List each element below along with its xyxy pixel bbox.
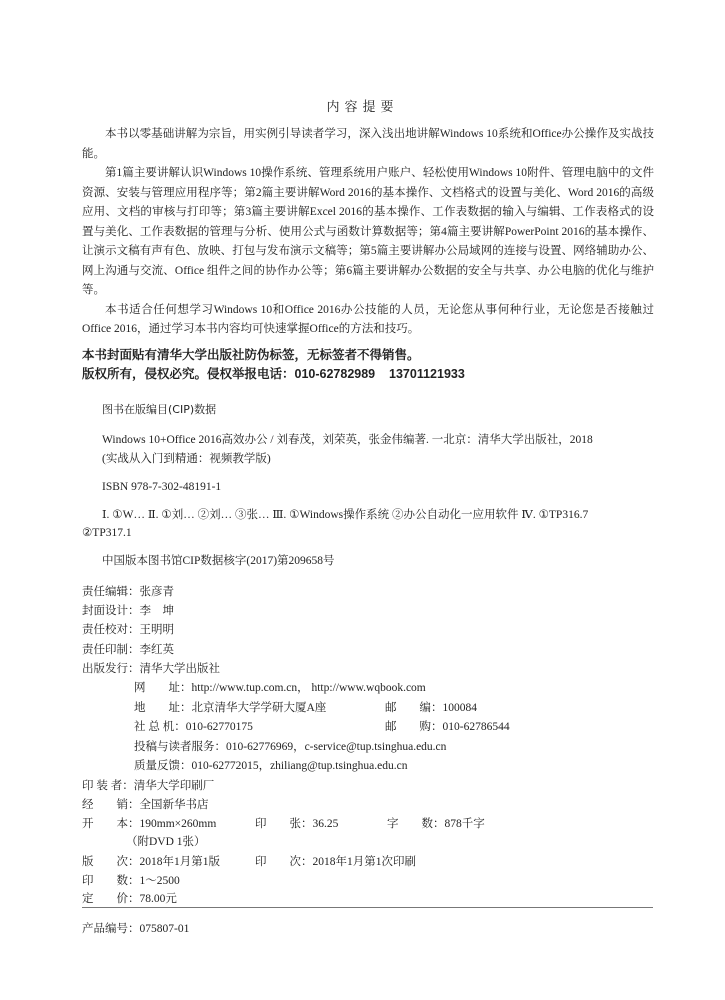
cip-record: 中国版本图书馆CIP数据核字(2017)第209658号 (102, 555, 335, 567)
summary-paragraph: 本书以零基础讲解为宗旨，用实例引导读者学习，深入浅出地讲解Windows 10系统和Office办公操作及实战技能。 (82, 128, 654, 160)
switchboard-row (134, 719, 253, 735)
address-row (134, 700, 326, 716)
cip-classification: Ⅰ. ①W… Ⅱ. ①刘… ②刘… ③张… Ⅲ. ①Windows操作系统 ②办公自动化一应用软件 Ⅳ. ①TP316.7 (102, 509, 589, 521)
cip-series: (实战从入门到精通：视频教学版) (102, 453, 271, 465)
summary-body (82, 125, 654, 340)
copies-label: 印 数： (82, 875, 140, 887)
price-value: 78.00元 (139, 893, 177, 905)
divider (82, 907, 653, 908)
cip-entry: Windows 10+Office 2016高效办公 / 刘春茂，刘荣英，张金伟编著. 一北京：清华大学出版社，2018 (102, 434, 593, 446)
copies-value: 1～2500 (139, 875, 180, 887)
word-count-label: 字 数： (387, 818, 445, 830)
sheets-value: 36.25 (312, 818, 339, 830)
isbn: ISBN 978-7-302-48191-1 (102, 481, 222, 493)
word-count-row (387, 816, 485, 832)
format-value: 190mm×260mm (139, 818, 217, 830)
sheets-label: 印 张： (255, 818, 313, 830)
printing-value: 2018年1月第1次印刷 (312, 856, 416, 868)
zip-label: 邮 编： (385, 702, 443, 714)
format-row (82, 816, 216, 832)
mail-order-row (385, 719, 510, 735)
mail-order-label: 邮 购： (385, 721, 443, 733)
edition-value: 2018年1月第1版 (139, 856, 220, 868)
copyright-notice: 版权所有，侵权必究。侵权举报电话：010-62782989 13701121933 (82, 367, 465, 381)
price-label: 定 价： (82, 893, 140, 905)
summary-title: 内容提要 (326, 100, 399, 115)
word-count-value: 878千字 (444, 818, 485, 830)
price-row (82, 891, 177, 907)
website-row (134, 680, 426, 696)
product-code: 产品编号：075807-01 (82, 923, 190, 935)
summary-paragraph: 本书适合任何想学习Windows 10和Office 2016办公技能的人员，无论您从事何种行业，无论您是否接触过Office 2016，通过学习本书内容均可快速掌握Office的方法和技巧。 (82, 303, 654, 335)
printer-label: 印 装 者： (82, 780, 134, 792)
edition-label: 版 次： (82, 856, 140, 868)
reader-service: 投稿与读者服务：010-62776969，c-service@tup.tsinghua.edu.cn (134, 741, 447, 753)
editor: 责任编辑：张彦青 (82, 586, 174, 598)
address-value: 北京清华大学学研大厦A座 (191, 702, 327, 714)
cover-designer: 封面设计：李 坤 (82, 605, 174, 617)
switchboard-value: 010-62770175 (185, 721, 253, 733)
mail-order-value: 010-62786544 (442, 721, 510, 733)
printing-row (255, 854, 416, 870)
quality-feedback: 质量反馈：010-62772015，zhiliang@tup.tsinghua.edu.cn (134, 760, 408, 772)
printing-label: 印 次： (255, 856, 313, 868)
edition-row (82, 854, 220, 870)
zip-value: 100084 (442, 702, 477, 714)
website-value[interactable]: http://www.tup.com.cn， http://www.wqbook.com (191, 682, 426, 694)
copies-row (82, 873, 180, 889)
website-label: 网 址： (134, 682, 192, 694)
publisher: 出版发行：清华大学出版社 (82, 663, 220, 675)
anti-counterfeit-notice: 本书封面贴有清华大学出版社防伪标签，无标签者不得销售。 (82, 348, 420, 362)
distributor-value: 全国新华书店 (139, 799, 209, 811)
zip-row (385, 700, 477, 716)
printer-value: 清华大学印刷厂 (133, 780, 215, 792)
printer-row (82, 778, 214, 794)
address-label: 地 址： (134, 702, 192, 714)
summary-paragraph: 第1篇主要讲解认识Windows 10操作系统、管理系统用户账户、轻松使用Windows 10附件、管理电脑中的文件资源、安装与管理应用程序等；第2篇主要讲解Word 2016的基本操作、文档格式的设置与美化、Word 2016的高级应用、文档的审核与打印等；第3篇主要讲解Excel 2016的基本操作、工作表数据的输入与编辑、工作表格式的设置与美化、工作表数据的管理与分析、使用公式与函数计算数据等；第4篇主要讲解PowerPoint 2016的基本操作、让演示文稿有声有色、放映、打包与发布演示文稿等；第5篇主要讲解办公局域网的连接与设置、网络辅助办公、网上沟通与交流、Office 组件之间的协作办公等；第6篇主要讲解办公数据的安全与共享、办公电脑的优化与维护等。 (82, 167, 654, 296)
format-label: 开 本： (82, 818, 140, 830)
cip-classification-cont: ②TP317.1 (82, 527, 132, 539)
distributor-row (82, 797, 209, 813)
distributor-label: 经 销： (82, 799, 140, 811)
sheets-row (255, 816, 338, 832)
switchboard-label: 社 总 机： (134, 721, 186, 733)
format-note: （附DVD 1张） (126, 836, 206, 848)
proofreader: 责任校对：王明明 (82, 624, 174, 636)
cip-heading: 图书在版编目(CIP)数据 (102, 403, 217, 416)
print-manager: 责任印制：李红英 (82, 644, 174, 656)
